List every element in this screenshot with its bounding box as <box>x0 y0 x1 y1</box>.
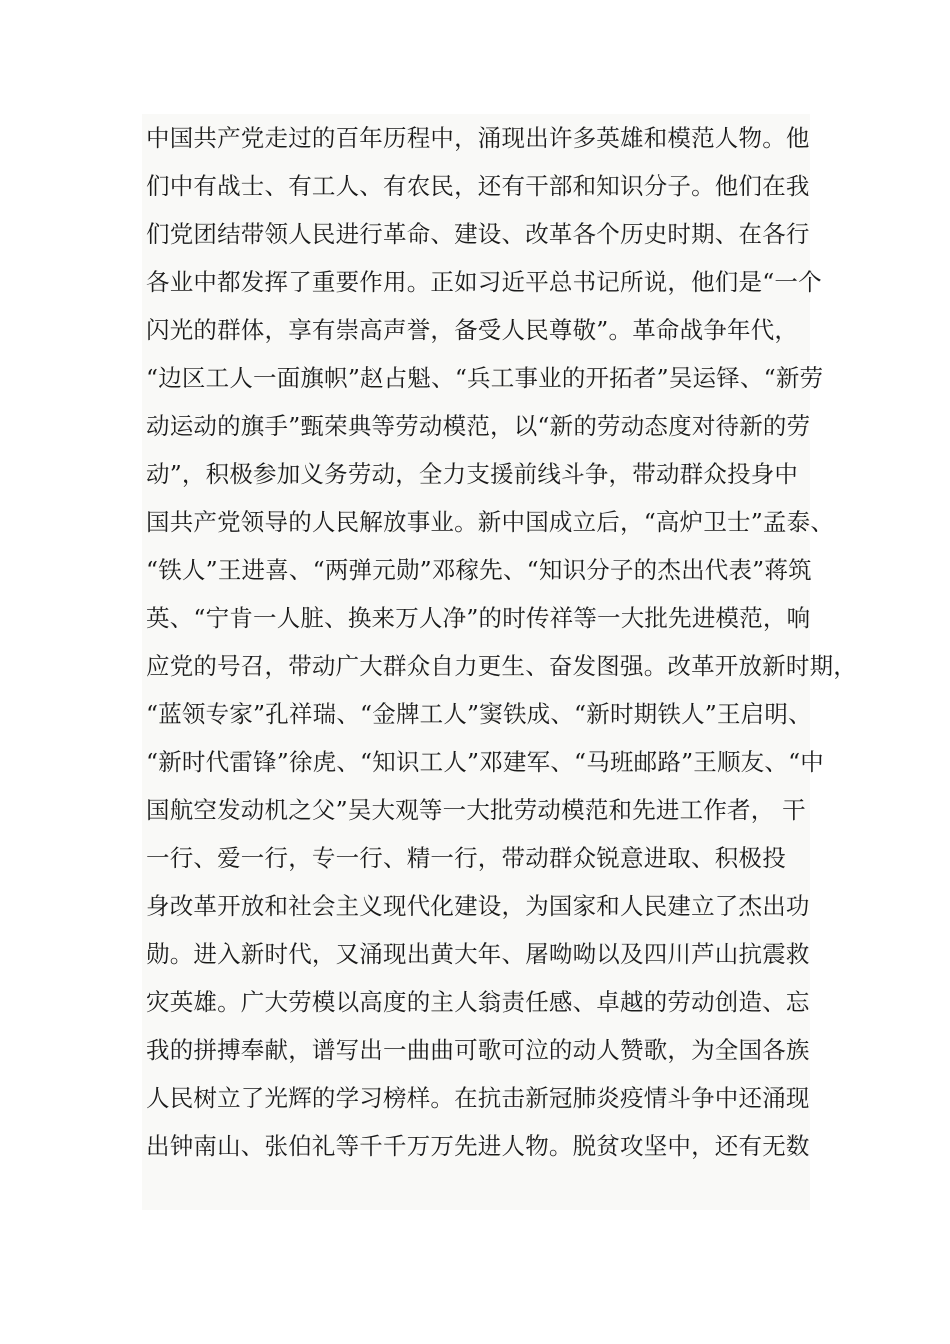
text-line: “边区工人一面旗帜”赵占魁、“兵工事业的开拓者”吴运铎、“新劳 <box>146 364 824 392</box>
text-line: “铁人”王进喜、“两弹元勋”邓稼先、“知识分子的杰出代表”蒋筑 <box>146 556 812 584</box>
text-line: 国航空发动机之父”吴大观等一大批劳动模范和先进工作者， 干 <box>146 796 806 824</box>
text-line: 各业中都发挥了重要作用。正如习近平总书记所说，他们是“一个 <box>146 268 822 296</box>
text-line: 中国共产党走过的百年历程中，涌现出许多英雄和模范人物。他 <box>146 124 810 152</box>
text-line: 人民树立了光辉的学习榜样。在抗击新冠肺炎疫情斗争中还涌现 <box>146 1084 810 1112</box>
text-line: 灾英雄。广大劳模以高度的主人翁责任感、卓越的劳动创造、忘 <box>146 988 810 1016</box>
text-line: 们党团结带领人民进行革命、建设、改革各个历史时期、在各行 <box>146 220 810 248</box>
text-line: 一行、爱一行，专一行、精一行，带动群众锐意进取、积极投 <box>146 844 786 872</box>
text-line: 动运动的旗手”甄荣典等劳动模范，以“新的劳动态度对待新的劳 <box>146 412 811 440</box>
text-line: 勋。进入新时代，又涌现出黄大年、屠呦呦以及四川芦山抗震救 <box>146 940 810 968</box>
text-line: 英、“宁肯一人脏、换来万人净”的时传祥等一大批先进模范，响 <box>146 604 811 632</box>
text-line: 出钟南山、张伯礼等千千万万先进人物。脱贫攻坚中，还有无数 <box>146 1132 810 1160</box>
text-line: 我的拼搏奉献，谱写出一曲曲可歌可泣的动人赞歌，为全国各族 <box>146 1036 810 1064</box>
text-line: 国共产党领导的人民解放事业。新中国成立后，“高炉卫士”孟泰、 <box>146 508 835 536</box>
text-line: “新时代雷锋”徐虎、“知识工人”邓建军、“马班邮路”王顺友、“中 <box>146 748 824 776</box>
text-line: 应党的号召，带动广大群众自力更生、奋发图强。改革开放新时期， <box>146 652 857 680</box>
text-line: 闪光的群体，享有崇高声誉，备受人民尊敬”。革命战争年代， <box>146 316 799 344</box>
text-line: 动”，积极参加义务劳动，全力支援前线斗争，带动群众投身中 <box>146 460 799 488</box>
text-line: 身改革开放和社会主义现代化建设，为国家和人民建立了杰出功 <box>146 892 810 920</box>
text-line: 们中有战士、有工人、有农民，还有干部和知识分子。他们在我 <box>146 172 810 200</box>
text-line: “蓝领专家”孔祥瑞、“金牌工人”窦铁成、“新时期铁人”王启明、 <box>146 700 812 728</box>
